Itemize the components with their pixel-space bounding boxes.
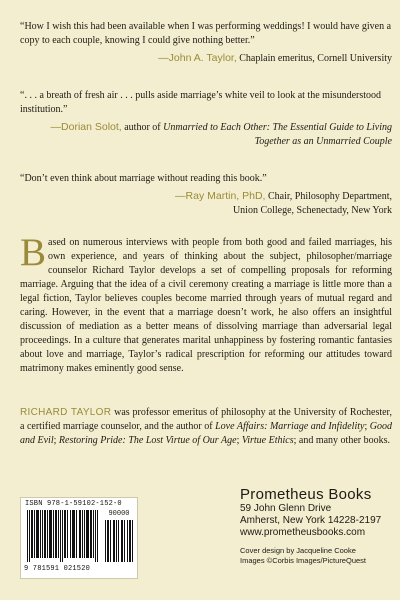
- quote-author-name: —Ray Martin, PhD,: [175, 190, 266, 202]
- publisher-website: www.prometheusbooks.com: [240, 527, 366, 538]
- publisher-street: 59 John Glenn Drive: [240, 503, 332, 514]
- author-book-title: Restoring Pride: The Lost Virtue of Our Age: [58, 435, 237, 446]
- author-name: RICHARD TAYLOR: [20, 407, 112, 418]
- quote-author-role: author of: [121, 122, 164, 133]
- quote-author-name: —John A. Taylor,: [158, 52, 237, 64]
- endorsement-quote-2: [20, 89, 392, 149]
- quote-author-role: Chair, Philosophy Department,: [265, 191, 392, 202]
- separator: ;: [364, 421, 370, 432]
- quote-attribution: [20, 189, 392, 218]
- isbn-label: ISBN 978-1-59102-152-0: [25, 500, 122, 508]
- cover-credits: [240, 546, 390, 566]
- quote-attribution: [20, 51, 392, 66]
- quote-author-name: —Dorian Solot,: [50, 121, 122, 133]
- quote-author-role: Chaplain emeritus, Cornell University: [236, 53, 392, 64]
- separator: ;: [236, 435, 242, 446]
- ean-barcode-bars: [27, 510, 99, 562]
- quote-author-book: Unmarried to Each Other: The Essential Guide to Living Together as an Unmarried Couple: [163, 122, 392, 147]
- publisher-city: Amherst, New York 14228-2197: [240, 515, 382, 526]
- cover-design-credit: Cover design by Jacqueline Cooke: [240, 546, 356, 555]
- drop-cap: B: [20, 231, 47, 274]
- image-credit: Images ©Corbis Images/PictureQuest: [240, 556, 366, 565]
- author-bio: [20, 406, 392, 448]
- author-book-title: Love Affairs: Marriage and Infidelity: [215, 421, 365, 432]
- quote-author-affiliation: Union College, Schenectady, New York: [232, 205, 392, 216]
- price-addon-bars: [105, 520, 133, 562]
- ean-digits: 9 781591 021520: [24, 565, 91, 573]
- quote-text: “. . . a breath of fresh air . . . pulls aside marriage’s white veil to look at the misunderstood institution.”: [20, 90, 382, 115]
- endorsement-quote-1: [20, 20, 392, 66]
- quote-text: “Don’t even think about marriage without reading this book.”: [20, 173, 267, 184]
- price-code: 90000: [108, 510, 130, 518]
- quote-text: “How I wish this had been available when I was performing weddings! I would have given a copy to each couple, knowing I could give nothing better.”: [20, 21, 392, 46]
- author-bio-text: was professor emeritus of philosophy at the University of Rochester, a certified marriage counselor, and the author of: [20, 407, 392, 432]
- publisher-block: [240, 486, 390, 566]
- barcode: [20, 497, 138, 579]
- author-book-title: Virtue Ethics: [241, 435, 294, 446]
- book-description: [20, 231, 392, 376]
- separator: ;: [53, 435, 59, 446]
- description-text: ased on numerous interviews with people from both good and failed marriages, his own experience, and years of thinking about the subject, philosopher/marriage counselor Richard Taylor develops a set of compelling proposals for reforming marriage. Arguing that the idea of a civil ceremony creating a marriage is little more than a legal fiction, Taylor believes couples become married through years of mutual regard and caring. However, in the event that a marriage doesn’t work, he also offers an insightful discussion of mediation as a better means of dissolving marriage than adversarial legal proceedings. In a culture that generates marital unhappiness by fostering romantic fantasies about love and marriage, Taylor’s radical prescription for reforming our attitudes toward matrimony makes eminently good sense.: [20, 237, 392, 374]
- endorsement-quote-3: [20, 172, 392, 218]
- quote-attribution: [20, 120, 392, 149]
- author-book-title: Good and Evil: [20, 421, 392, 446]
- author-bio-text: ; and many other books.: [293, 435, 390, 446]
- publisher-name: Prometheus Books: [240, 486, 372, 503]
